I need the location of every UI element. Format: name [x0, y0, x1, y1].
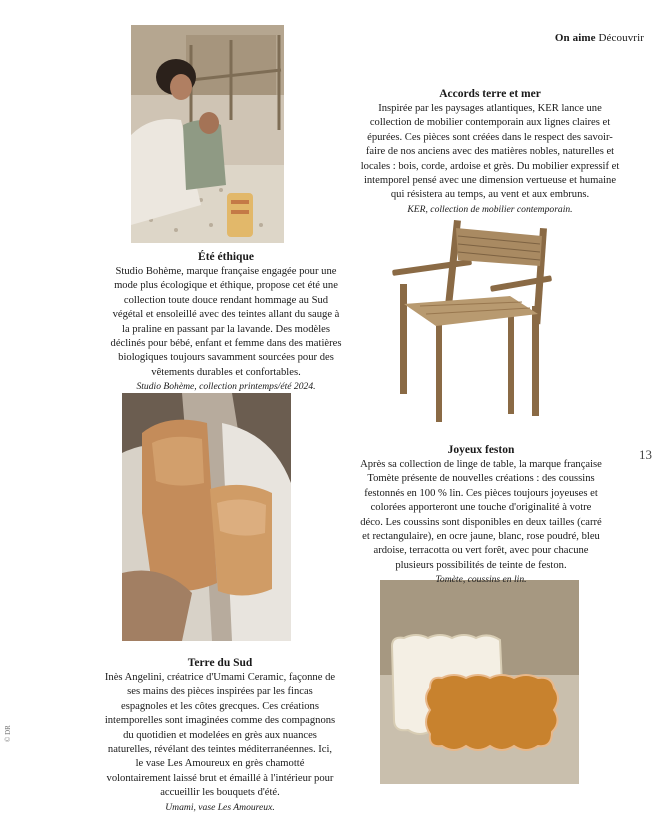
- photo-credit: © DR: [4, 725, 12, 742]
- page-number: 13: [639, 447, 652, 462]
- vase-illustration: [122, 393, 291, 641]
- photo-chair: [390, 214, 556, 422]
- article-ete: [108, 250, 344, 395]
- article-title: Été éthique: [198, 251, 254, 263]
- article-body: Studio Bohème, marque française engagée pour une mode plus écologique et éthique, propose cet été une collection toute douce rendant hommage au Sud végétal et ensoleillé avec des teintes allant du sauge à la praline en passant par la lavande. Des modèles déclinés pour bébé, enfant et femme dans des matières biologiques toujours savamment sourcées pour des vêtements durables et confortables.: [110, 266, 342, 378]
- photo-mother-child: [131, 25, 284, 243]
- section-header: [555, 32, 644, 44]
- article-caption: Tomète, coussins en lin.: [435, 574, 527, 586]
- article-terre: [104, 656, 336, 815]
- article-feston: [358, 443, 604, 588]
- article-caption: KER, collection de mobilier contemporain.: [407, 203, 573, 215]
- article-caption: Umami, vase Les Amoureux.: [165, 801, 275, 813]
- subsection-label: Découvrir: [598, 32, 644, 44]
- article-body: Après sa collection de linge de table, la marque française Tomète présente de nouvelles créations : des coussins festonnés en 100 % lin. Ces pièces toujours joyeuses et colorées apporteront une touche d'originalité à votre déco. Les coussins sont disponibles en deux tailles (carré et rectangulaire), en ocre jaune, blanc, rose poudré, bleu ardoise, terracotta ou vert forêt, avec pour chacune plusieurs possibilités de teinte de feston.: [360, 459, 602, 571]
- article-accords: [360, 87, 620, 217]
- mother-child-illustration: [131, 25, 284, 243]
- cushion-illustration: [380, 580, 579, 784]
- article-title: Joyeux feston: [447, 444, 515, 456]
- article-title: Terre du Sud: [187, 657, 253, 669]
- article-title: Accords terre et mer: [439, 88, 541, 100]
- article-body: Inspirée par les paysages atlantiques, KER lance une collection de mobilier contemporain aux lignes claires et épurées. Ces pièces sont créées dans le respect des savoir-faire de nos anciens avec des matières nobles, naturelles et locales : bois, corde, ardoise et grès. Du mobilier expressif et intemporel pensé avec une dimension vertueuse et humaine qui résistera au temps, au vent et aux embruns.: [360, 103, 620, 201]
- photo-cushion: [380, 580, 579, 784]
- chair-illustration: [390, 214, 556, 422]
- photo-vase: [122, 393, 291, 641]
- article-caption: Studio Bohème, collection printemps/été 2024.: [136, 381, 316, 393]
- section-label: On aime: [554, 32, 596, 44]
- article-body: Inès Angelini, créatrice d'Umami Ceramic, façonne de ses mains des pièces inspirées par les fincas espagnoles et les côtes grecques. Ces créations intemporelles sont imaginées comme des compagnons du quotidien et modelées en grès aux nuances naturelles, révélant des teintes méditerranéennes. Ici, le vase Les Amoureux en grès chamotté volontairement laissé brut et émaillé à l'intérieur pour accueillir les bouquets d'été.: [104, 672, 336, 799]
